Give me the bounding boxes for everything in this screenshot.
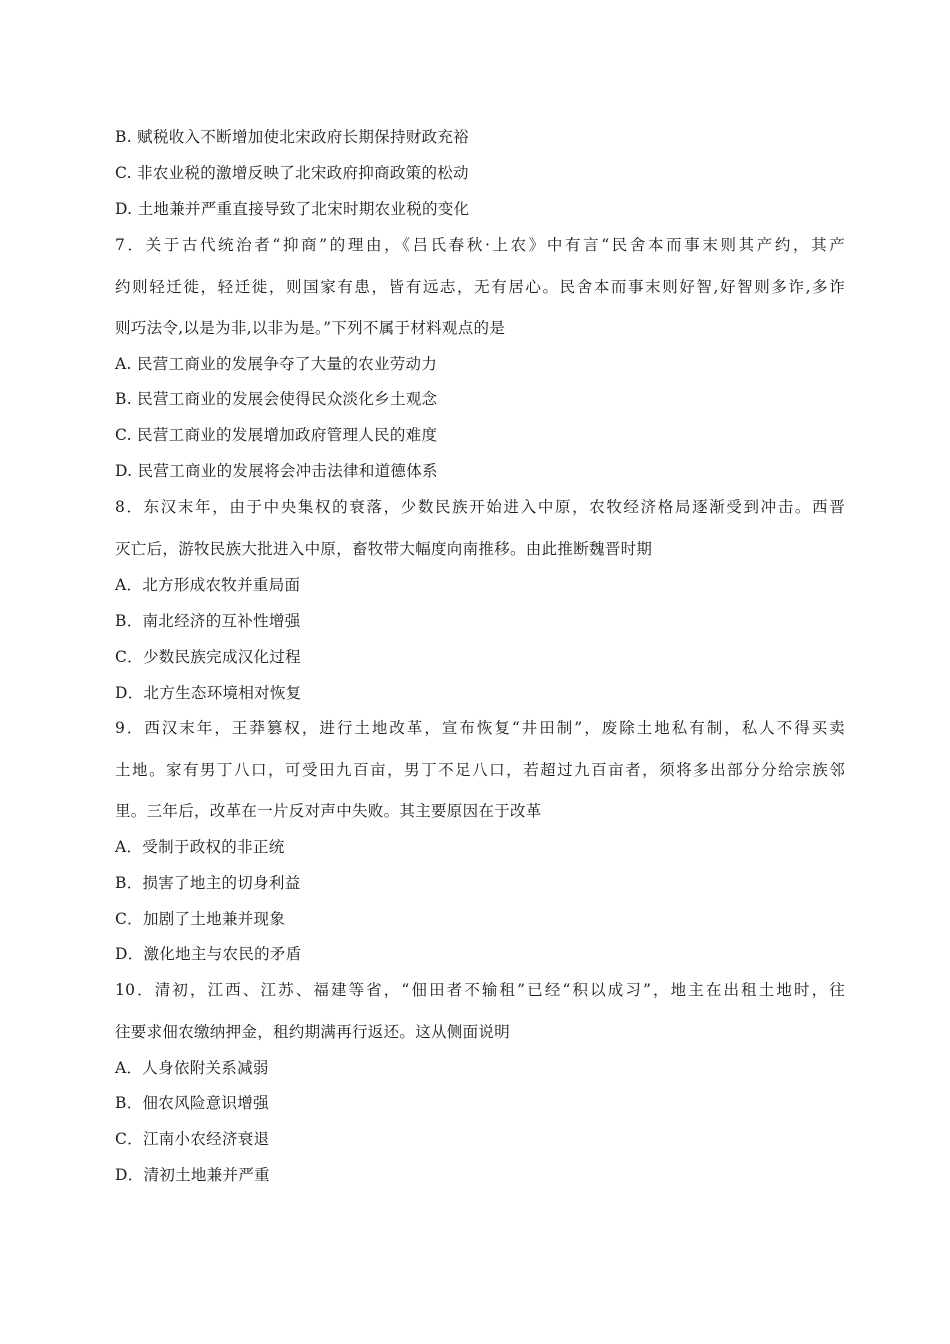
question-7-line-2: 约则轻迁徙，轻迁徙，则国家有患，皆有远志，无有居心。民舍本而事末则好智,好智则多诈,多诈 — [115, 278, 845, 296]
question-8-option-d: D．北方生态环境相对恢复 — [115, 684, 302, 702]
question-10-option-c: C．江南小农经济衰退 — [115, 1130, 270, 1148]
question-9-option-c: C．加剧了土地兼并现象 — [115, 910, 286, 928]
question-7-line-3: 则巧法令,以是为非,以非为是。”下列不属于材料观点的是 — [115, 319, 506, 337]
question-10-line-1: 10．清初，江西、江苏、福建等省，“佃田者不输租”已经“积以成习”，地主在出租土地时，往 — [115, 981, 845, 999]
question-7-option-d: D. 民营工商业的发展将会冲击法律和道德体系 — [115, 462, 438, 480]
question-8-option-a: A．北方形成农牧并重局面 — [115, 576, 301, 594]
question-9-option-d: D．激化地主与农民的矛盾 — [115, 945, 302, 963]
question-10-option-d: D．清初土地兼并严重 — [115, 1166, 270, 1184]
option-b-prev: B. 赋税收入不断增加使北宋政府长期保持财政充裕 — [115, 128, 469, 146]
question-9-line-2: 土地。家有男丁八口，可受田九百亩，男丁不足八口，若超过九百亩者，须将多出部分分给宗族邻 — [115, 761, 845, 779]
question-9-line-3: 里。三年后，改革在一片反对声中失败。其主要原因在于改革 — [115, 802, 542, 820]
question-8-line-2: 灭亡后，游牧民族大批进入中原，畜牧带大幅度向南推移。由此推断魏晋时期 — [115, 540, 653, 558]
question-8-line-1: 8．东汉末年，由于中央集权的衰落，少数民族开始进入中原，农牧经济格局逐渐受到冲击。西晋 — [115, 498, 845, 516]
question-7-option-b: B. 民营工商业的发展会使得民众淡化乡土观念 — [115, 390, 438, 408]
question-10-option-a: A．人身依附关系减弱 — [115, 1059, 269, 1077]
question-9-line-1: 9．西汉末年，王莽篡权，进行土地改革，宣布恢复“井田制”，废除土地私有制，私人不得买卖 — [115, 719, 845, 737]
question-7-line-1: 7．关于古代统治者“抑商”的理由，《吕氏春秋·上农》中有言“民舍本而事末则其产约，其产 — [115, 236, 845, 254]
question-8-option-b: B．南北经济的互补性增强 — [115, 612, 301, 630]
question-8-option-c: C．少数民族完成汉化过程 — [115, 648, 301, 666]
option-c-prev: C. 非农业税的激增反映了北宋政府抑商政策的松动 — [115, 164, 469, 182]
question-10-line-2: 往要求佃农缴纳押金，租约期满再行返还。这从侧面说明 — [115, 1023, 511, 1041]
question-10-option-b: B．佃农风险意识增强 — [115, 1094, 269, 1112]
question-7-option-c: C. 民营工商业的发展增加政府管理人民的难度 — [115, 426, 438, 444]
option-d-prev: D. 土地兼并严重直接导致了北宋时期农业税的变化 — [115, 200, 470, 218]
question-9-option-b: B．损害了地主的切身利益 — [115, 874, 301, 892]
question-9-option-a: A．受制于政权的非正统 — [115, 838, 285, 856]
question-7-option-a: A. 民营工商业的发展争夺了大量的农业劳动力 — [115, 355, 438, 373]
